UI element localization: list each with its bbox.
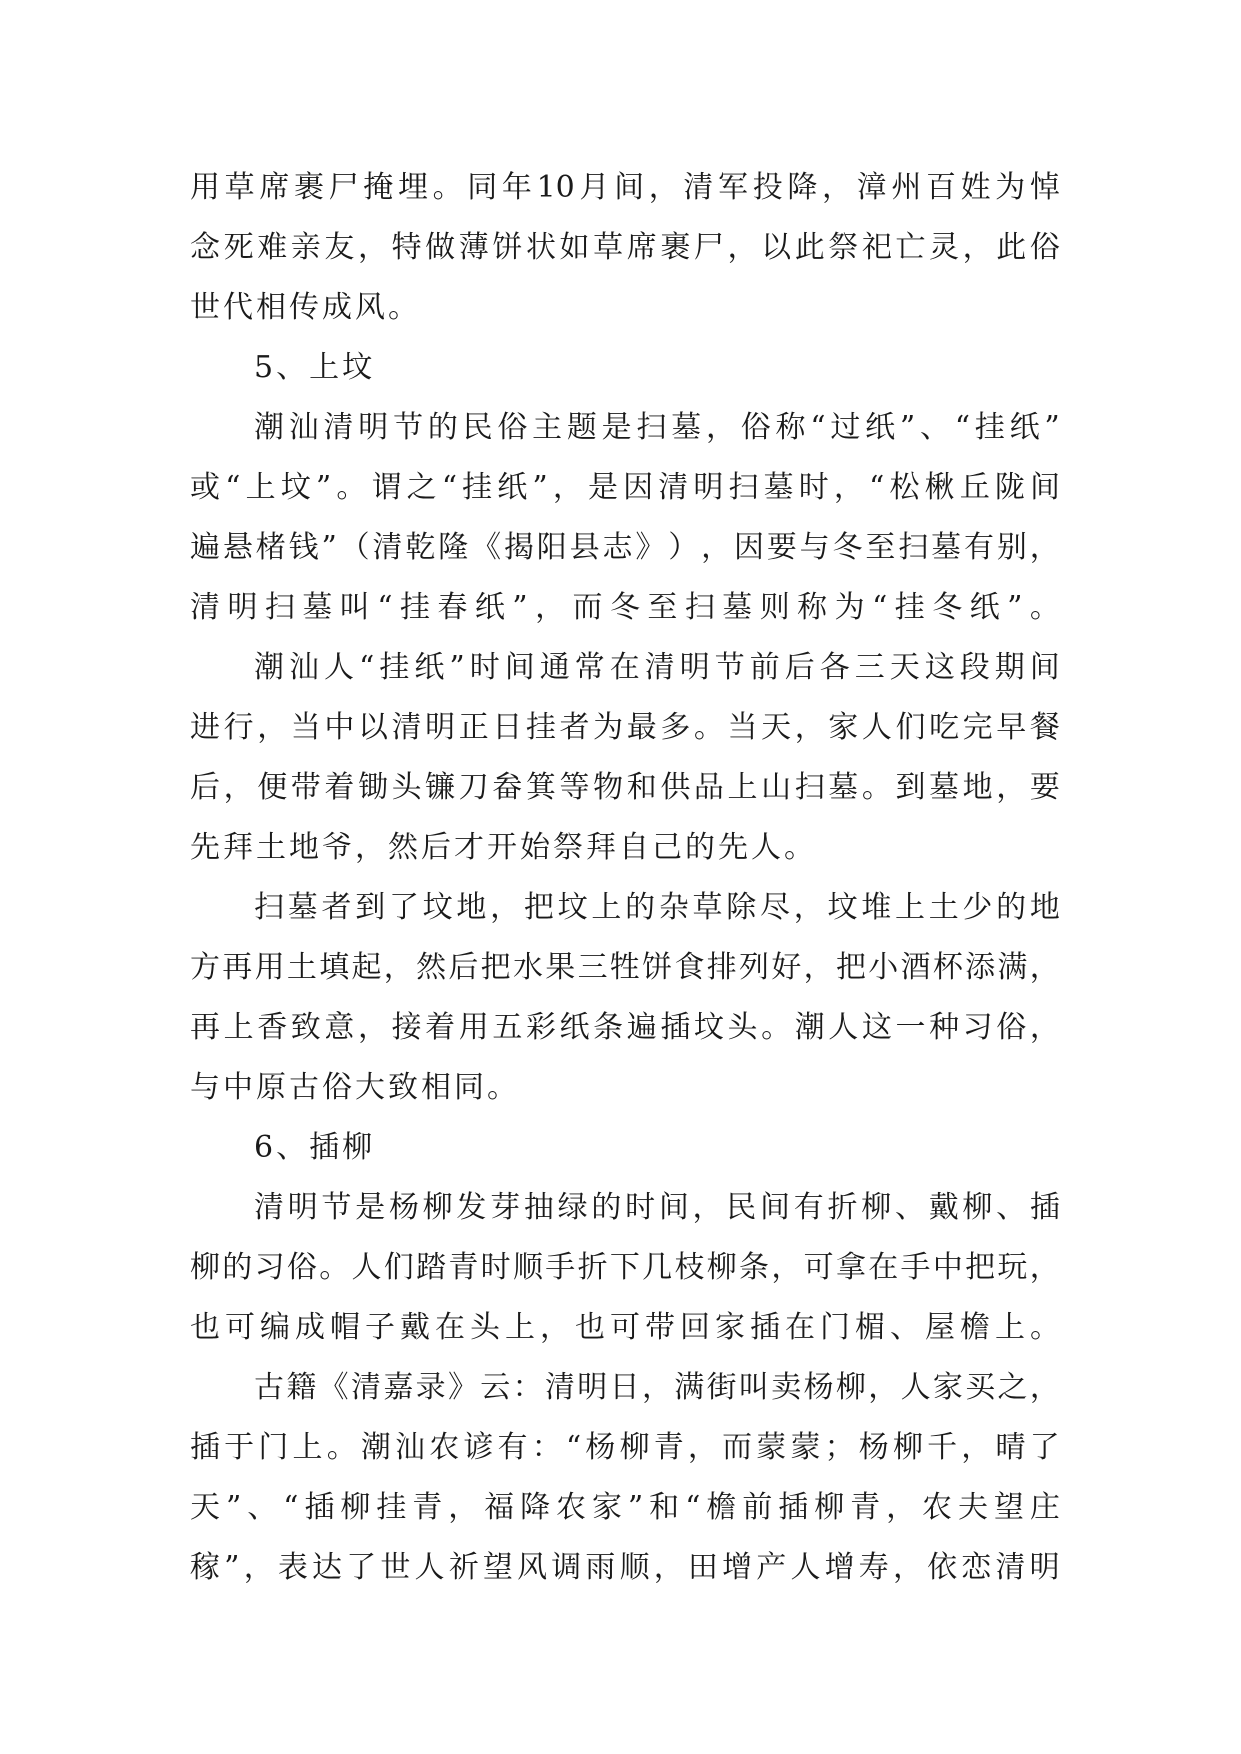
- text-line: 6、插柳: [254, 1130, 376, 1165]
- text-line: 天 ” 、 “ 插 柳 挂 青 ， 福 降 农 家 ” 和 “ 檐 前 插 柳 青 ， 农 夫 望 庄: [190, 1490, 1060, 1525]
- text-line: 5、上坟: [254, 350, 376, 385]
- text-line: 也 可 编 成 帽 子 戴 在 头 上 ， 也 可 带 回 家 插 在 门 楣 、 屋 檐 上 。: [190, 1310, 1060, 1345]
- text-line: 世代相传成风。: [190, 290, 421, 325]
- text-line: 潮 汕 清 明 节 的 民 俗 主 题 是 扫 墓 ， 俗 称 “ 过 纸 ” 、 “ 挂 纸 ”: [254, 410, 1060, 445]
- document-body: [190, 158, 1060, 1598]
- text-line: 潮 汕 人 “ 挂 纸 ” 时 间 通 常 在 清 明 节 前 后 各 三 天 这 段 期 间: [254, 650, 1060, 685]
- text-line: 与中原古俗大致相同。: [190, 1070, 520, 1105]
- text-line: 插 于 门 上 。 潮 汕 农 谚 有 ： “ 杨 柳 青 ， 而 蒙 蒙 ； 杨 柳 千 ， 晴 了: [190, 1430, 1060, 1465]
- text-line: 遍 悬 楮 钱 ” （ 清 乾 隆 《 揭 阳 县 志 》 ） ， 因 要 与 冬 至 扫 墓 有 别 ，: [190, 530, 1060, 565]
- text-line: 方 再 用 土 填 起 ， 然 后 把 水 果 三 牲 饼 食 排 列 好 ， 把 小 酒 杯 添 满 ，: [190, 950, 1060, 985]
- text-line: 或 “ 上 坟 ” 。 谓 之 “ 挂 纸 ” ， 是 因 清 明 扫 墓 时 ， “ 松 楸 丘 陇 间: [190, 470, 1060, 505]
- text-line: 后 ， 便 带 着 锄 头 镰 刀 畚 箕 等 物 和 供 品 上 山 扫 墓 。 到 墓 地 ， 要: [190, 770, 1060, 805]
- text-line: 清 明 节 是 杨 柳 发 芽 抽 绿 的 时 间 ， 民 间 有 折 柳 、 戴 柳 、 插: [254, 1190, 1060, 1225]
- text-line: 进 行 ， 当 中 以 清 明 正 日 挂 者 为 最 多 。 当 天 ， 家 人 们 吃 完 早 餐: [190, 710, 1060, 745]
- text-line: 古 籍 《 清 嘉 录 》 云 ： 清 明 日 ， 满 街 叫 卖 杨 柳 ， 人 家 买 之 ，: [254, 1370, 1060, 1405]
- text-line: 再 上 香 致 意 ， 接 着 用 五 彩 纸 条 遍 插 坟 头 。 潮 人 这 一 种 习 俗 ，: [190, 1010, 1060, 1045]
- text-line: 稼 ” ， 表 达 了 世 人 祈 望 风 调 雨 顺 ， 田 增 产 人 增 寿 ， 依 恋 清 明: [190, 1550, 1060, 1585]
- text-line: 柳 的 习 俗 。 人 们 踏 青 时 顺 手 折 下 几 枝 柳 条 ， 可 拿 在 手 中 把 玩 ，: [190, 1250, 1060, 1285]
- text-line: 扫 墓 者 到 了 坟 地 ， 把 坟 上 的 杂 草 除 尽 ， 坟 堆 上 土 少 的 地: [254, 890, 1060, 925]
- text-line: 先拜土地爷，然后才开始祭拜自己的先人。: [190, 830, 817, 865]
- text-line: 念 死 难 亲 友 ， 特 做 薄 饼 状 如 草 席 裹 尸 ， 以 此 祭 祀 亡 灵 ， 此 俗: [190, 230, 1060, 265]
- text-line: 清 明 扫 墓 叫 “ 挂 春 纸 ” ， 而 冬 至 扫 墓 则 称 为 “ 挂 冬 纸 ” 。: [190, 590, 1060, 625]
- text-line: 用 草 席 裹 尸 掩 埋 。 同 年 10 月 间 ， 清 军 投 降 ， 漳 州 百 姓 为 悼: [190, 170, 1060, 205]
